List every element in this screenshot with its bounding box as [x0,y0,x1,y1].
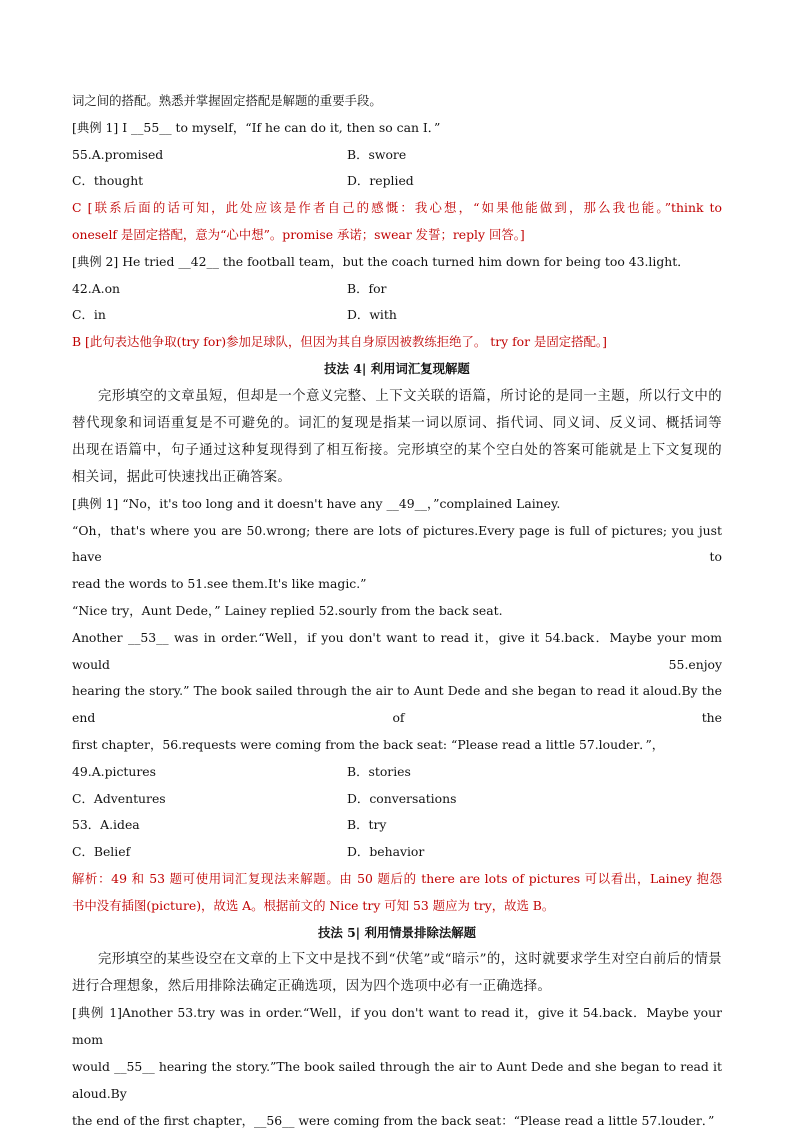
example-1-answer: C [联系后面的话可知，此处应该是作者自己的感慨：我心想，“如果他能做到，那么我也能。”think to [72,195,722,222]
passage-line: read the words to 51.see them.It's like magic.” [72,571,722,598]
passage-line: would __55__ hearing the story.”The book sailed through the air to Aunt Dede and she began to read it aloud.By [72,1054,722,1108]
example-3-analysis-cont: 书中没有插图(picture)，故选 A。根据前文的 Nice try 可知 53 题应为 try，故选 B。 [72,893,722,920]
option: B．for [347,276,386,303]
passage-line: “Oh，that's where you are 50.wrong; there are lots of pictures.Every page is full of pictures; you just have to [72,518,722,572]
passage-line: “Nice try，Aunt Dede，” Lainey replied 52.sourly from the back seat. [72,598,722,625]
intro-text: 词之间的搭配。熟悉并掌握固定搭配是解题的重要手段。 [72,88,722,115]
paragraph-line: 相关词，据此可快速找出正确答案。 [72,464,722,491]
paragraph-line: 完形填空的某些设空在文章的上下文中是找不到“伏笔”或“暗示”的，这时就要求学生对空白前后的情景 [72,946,722,973]
options-row [72,812,722,839]
example-1-answer-cont: oneself 是固定搭配，意为“心中想”。promise 承诺；swear 发誓；reply 回答。] [72,222,722,249]
option: 49.A.pictures [72,759,347,786]
options-row [72,302,722,329]
example-2-answer: B [此句表达他争取(try for)参加足球队，但因为其自身原因被教练拒绝了。 try for 是固定搭配。] [72,329,722,356]
example-1-question: [典例 1] I __55__ to myself，“If he can do it, then so can I．” [72,115,722,142]
example-3-analysis: 解析：49 和 53 题可使用词汇复现法来解题。由 50 题后的 there are lots of pictures 可以看出，Lainey 抱怨 [72,866,722,893]
options-row [72,276,722,303]
option: C．thought [72,168,347,195]
option: D．replied [347,168,414,195]
passage-line: Another __53__ was in order.“Well，if you don't want to read it，give it 54.back．Maybe your mom would 55.enjoy [72,625,722,679]
option: 53．A.idea [72,812,347,839]
paragraph-line: 替代现象和词语重复是不可避免的。词汇的复现是指某一词以原词、指代词、同义词、反义词、概括词等 [72,410,722,437]
option: 42.A.on [72,276,347,303]
options-row [72,142,722,169]
option: 55.A.promised [72,142,347,169]
paragraph-line: 出现在语篇中，句子通过这种复现得到了相互衔接。完形填空的某个空白处的答案可能就是上下文复现的 [72,437,722,464]
option: B．stories [347,759,411,786]
document-page [72,88,722,1134]
option: C．Adventures [72,786,347,813]
options-row [72,839,722,866]
option: B．try [347,812,386,839]
passage-line: [典例 1] “No，it's too long and it doesn't have any __49__，”complained Lainey. [72,491,722,518]
passage-line: [典例 1]Another 53.try was in order.“Well，if you don't want to read it，give it 54.back．Maybe your mom [72,1000,722,1054]
paragraph-line: 完形填空的文章虽短，但却是一个意义完整、上下文关联的语篇，所讨论的是同一主题，所以行文中的 [72,383,722,410]
paragraph-line: 进行合理想象，然后用排除法确定正确选项，因为四个选项中必有一正确选择。 [72,973,722,1000]
section-heading-tip5: 技法 5| 利用情景排除法解题 [72,920,722,947]
option: C．in [72,302,347,329]
passage-line: hearing the story.” The book sailed through the air to Aunt Dede and she began to read it aloud.By the end of the [72,678,722,732]
options-row [72,168,722,195]
option: D．conversations [347,786,456,813]
option: D．with [347,302,397,329]
options-row [72,786,722,813]
passage-line: first chapter，56.requests were coming from the back seat: “Please read a little 57.louder．”， [72,732,722,759]
option: C．Belief [72,839,347,866]
section-heading-tip4: 技法 4| 利用词汇复现解题 [72,356,722,383]
example-2-question: [典例 2] He tried __42__ the football team，but the coach turned him down for being too 43.light． [72,249,722,276]
passage-line: the end of the first chapter，__56__ were coming from the back seat：“Please read a little 57.louder．” [72,1108,722,1134]
options-row [72,759,722,786]
option: B．swore [347,142,406,169]
option: D．behavior [347,839,424,866]
